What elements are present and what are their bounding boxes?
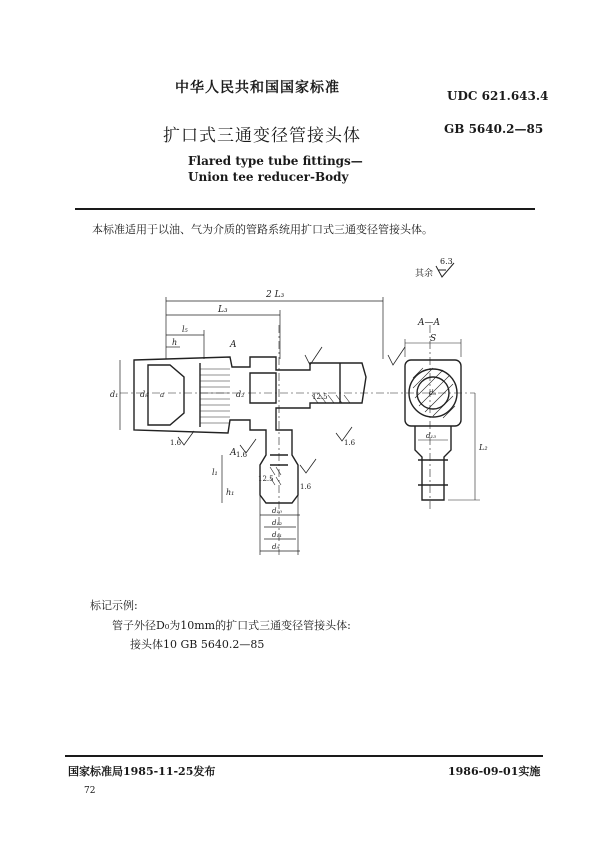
header-divider — [75, 208, 535, 210]
dim-h: h — [172, 338, 178, 347]
udc-code: UDC 621.643.4 — [447, 89, 549, 103]
roughness-12-5-b: 12.5 — [258, 475, 274, 483]
dim-d11: d₁₁ — [272, 531, 283, 539]
section-mark-a-upper: A — [230, 340, 237, 350]
dim-l2-right: L₂ — [479, 443, 488, 452]
dim-d1: d₁ — [110, 390, 119, 399]
section-title: A—A — [418, 318, 440, 328]
dim-a: a — [160, 391, 165, 399]
example-heading: 标记示例: — [90, 599, 138, 612]
document-title-en-line2: Union tee reducer-Body — [188, 170, 349, 184]
dim-2l3: 2 L₃ — [266, 290, 285, 300]
section-view — [405, 360, 461, 500]
standard-number: GB 5640.2—85 — [444, 122, 544, 136]
dim-h1: h₁ — [226, 488, 235, 497]
dim-l5: l₅ — [182, 325, 188, 334]
section-mark-a-lower: A — [230, 448, 237, 458]
roughness-symbol-icon — [434, 262, 456, 280]
dim-d2: d₂ — [236, 390, 245, 399]
dim-s: S — [430, 334, 437, 344]
center-boss — [250, 373, 276, 403]
example-line2: 接头体10 GB 5640.2—85 — [130, 638, 265, 651]
roughness-1-6-a: 1.6 — [170, 439, 182, 447]
left-port-bore — [148, 365, 184, 425]
roughness-12-5-a: 12.5 — [312, 393, 328, 401]
dim-d10: d₁₀ — [272, 507, 283, 515]
example-line1: 管子外径D₀为10mm的扩口式三通变径管接头体: — [112, 619, 351, 632]
footer-divider — [65, 755, 543, 757]
dim-l3: L₃ — [218, 305, 228, 315]
roughness-1-6-c: 1.6 — [300, 483, 312, 491]
effective-date: 1986-09-01实施 — [448, 765, 541, 778]
document-title-en-line1: Flared type tube fittings— — [188, 154, 363, 168]
dim-l1: l₁ — [212, 468, 218, 477]
roughness-1-6-b: 1.6 — [344, 439, 356, 447]
roughness-label: 其余 — [415, 269, 434, 279]
dim-d12: d₁₂ — [272, 519, 283, 527]
issued-date: 国家标准局1985-11-25发布 — [68, 765, 216, 778]
dim-d9: d₉ — [272, 543, 280, 551]
document-title-cn: 扩口式三通变径管接头体 — [163, 126, 361, 146]
technical-drawing — [100, 285, 530, 575]
roughness-value: 6.3 — [440, 257, 453, 266]
dim-d8: d₈ — [140, 390, 149, 399]
dim-d13: d₁₃ — [426, 432, 437, 440]
dim-d6: d₆ — [429, 389, 437, 397]
scope-paragraph: 本标准适用于以油、气为介质的管路系统用扩口式三通变径管接头体。 — [92, 223, 433, 236]
national-standard-heading: 中华人民共和国国家标准 — [175, 80, 340, 96]
roughness-1-6-d: 1.6 — [236, 451, 248, 459]
page-number: 72 — [84, 786, 96, 796]
